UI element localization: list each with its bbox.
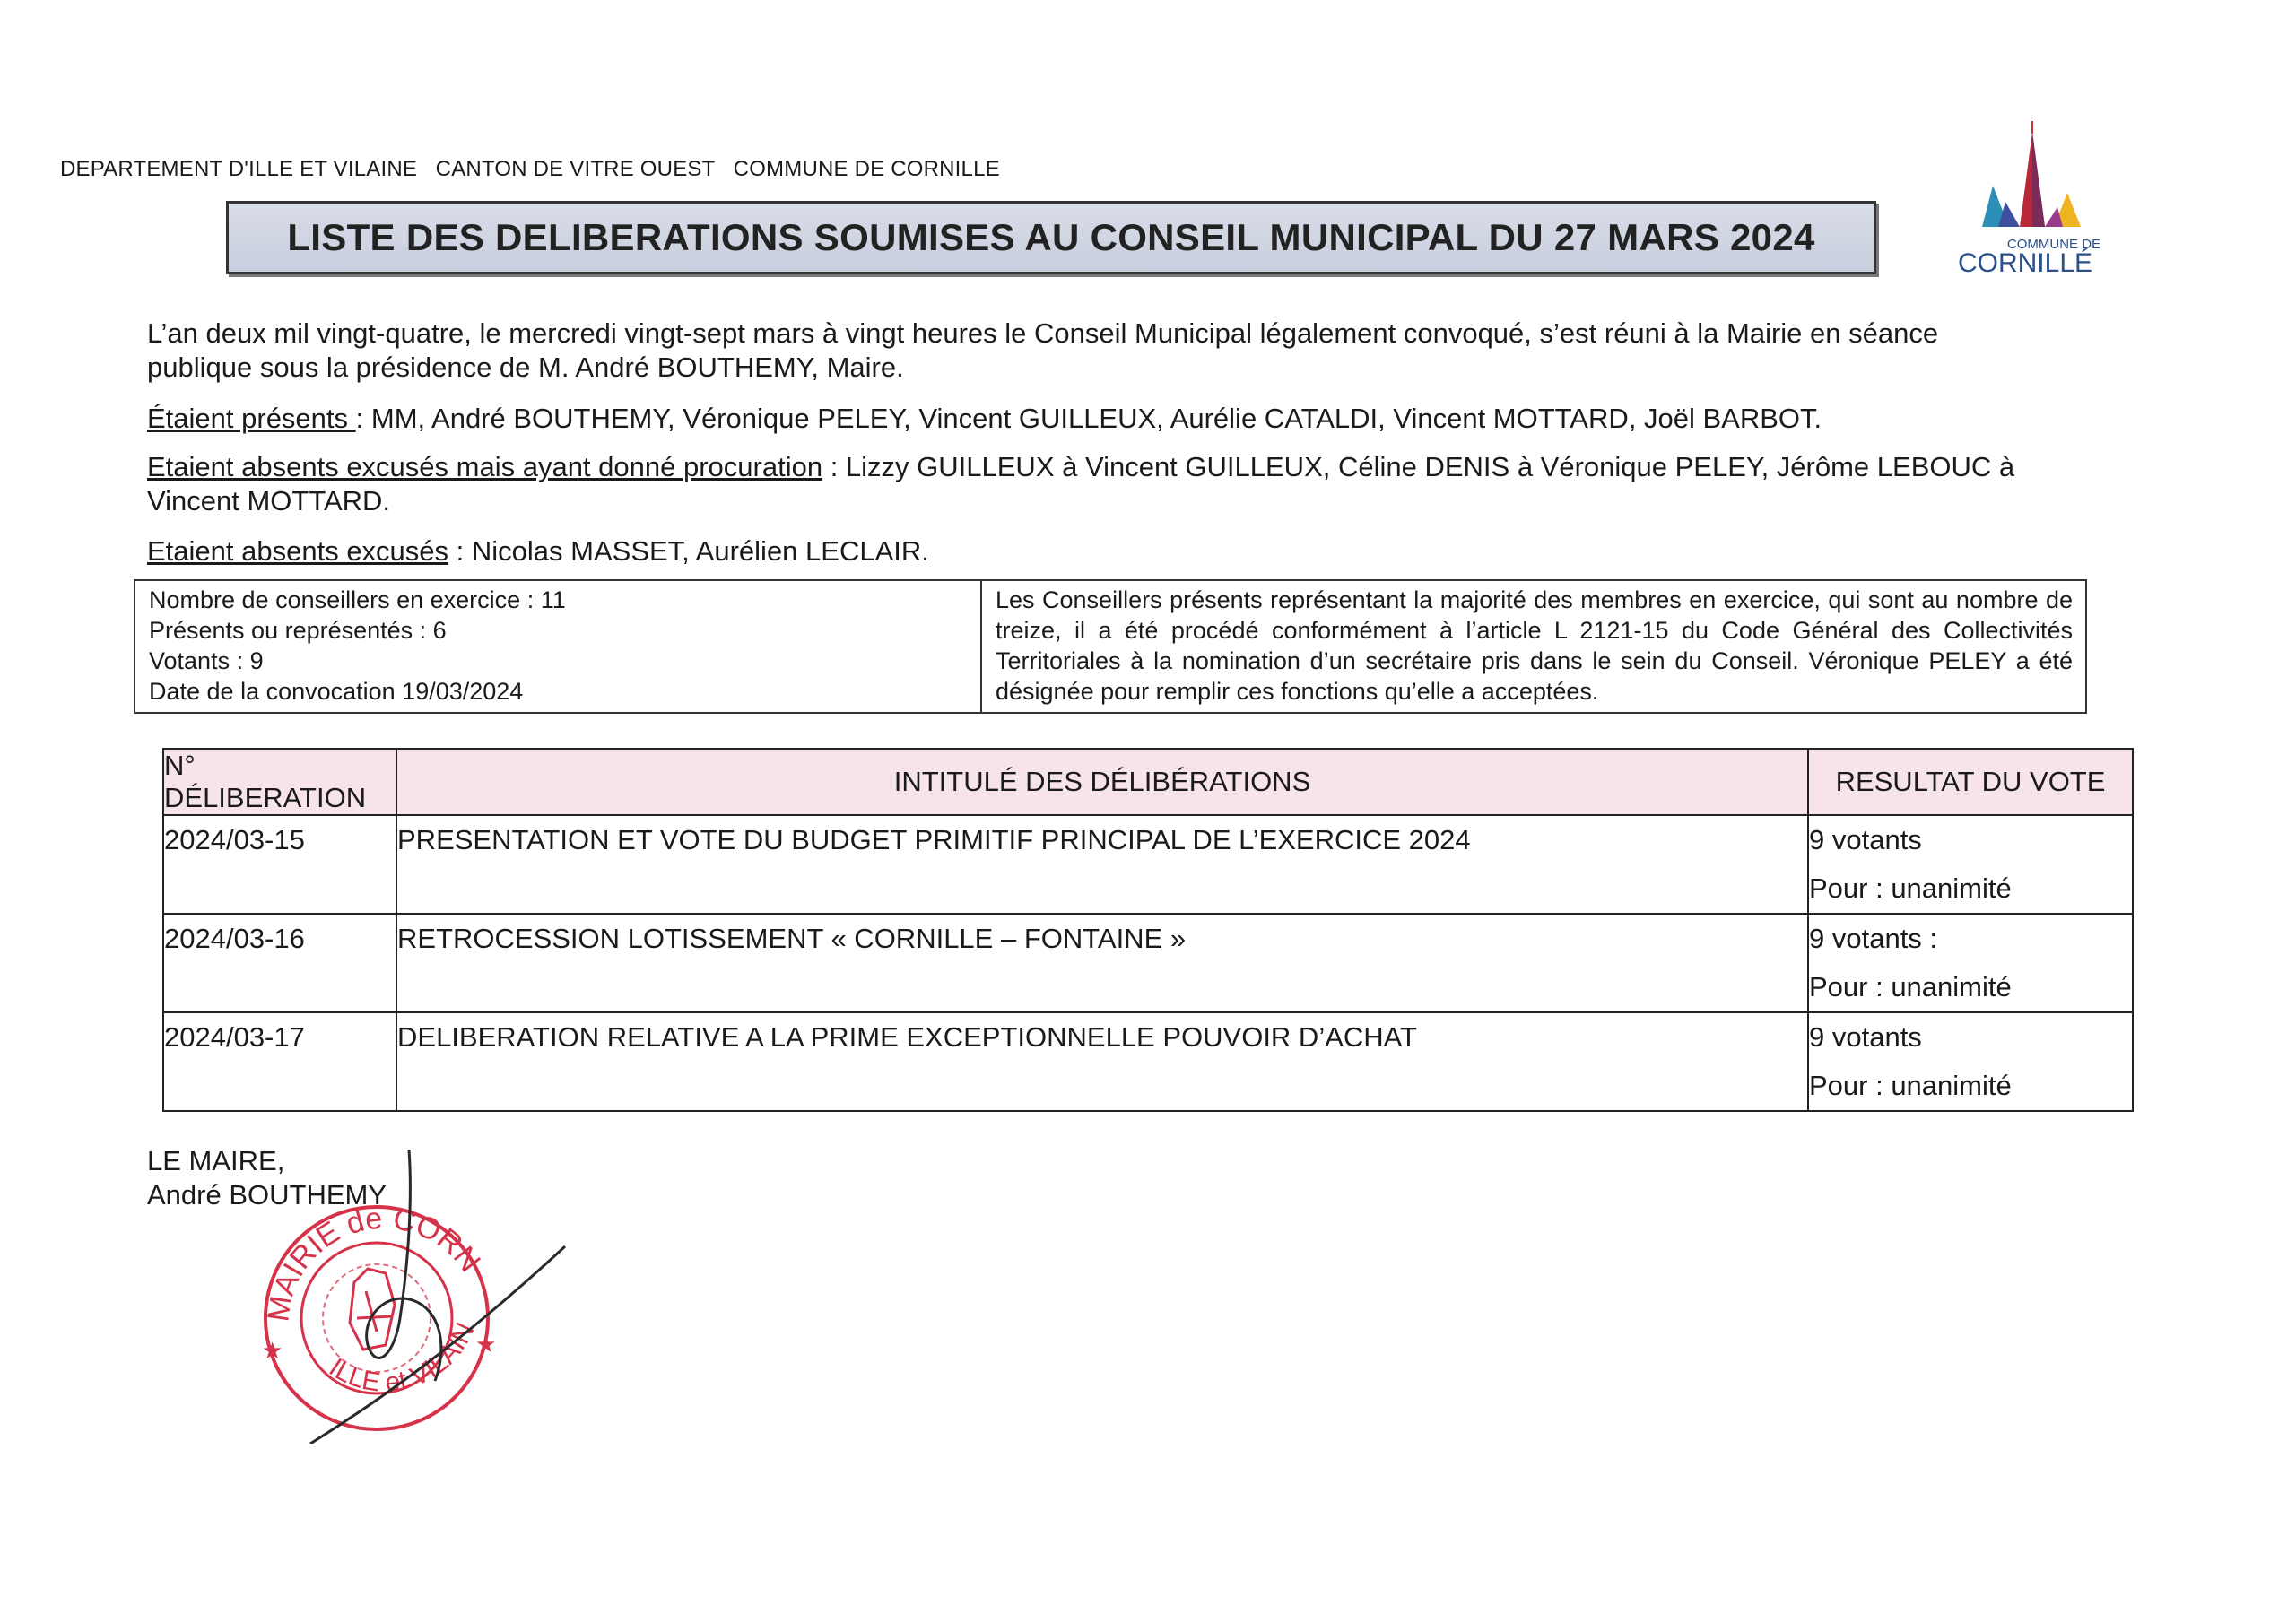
intro-paragraph: [147, 317, 2075, 385]
document-header: [60, 157, 1000, 182]
delib-title: PRESENTATION ET VOTE DU BUDGET PRIMITIF PRINCIPAL DE L’EXERCICE 2024: [397, 824, 1471, 855]
svg-text:★: ★: [262, 1337, 283, 1364]
stamp-top-text: MAIRIE de CORN: [261, 1201, 488, 1324]
delib-number: 2024/03-15: [164, 824, 305, 855]
absents-paragraph: [147, 534, 2075, 568]
stat-convocation: Date de la convocation 19/03/2024: [149, 678, 524, 705]
commune-logo: [1946, 121, 2108, 278]
stamp-bottom-text: ILLE et VILAIN: [323, 1318, 481, 1398]
delib-number: 2024/03-17: [164, 1021, 305, 1053]
absents-label: Etaient absents excusés: [147, 535, 449, 567]
procuration-text2: Vincent MOTTARD.: [147, 485, 391, 516]
presents-text: : MM, André BOUTHEMY, Véronique PELEY, Vincent GUILLEUX, Aurélie CATALDI, Vincent MOTTARD, Joël BARBOT.: [355, 403, 1822, 434]
document-title: LISTE DES DELIBERATIONS SOUMISES AU CONSEIL MUNICIPAL DU 27 MARS 2024: [287, 216, 1815, 258]
header-canton: CANTON DE VITRE OUEST: [435, 157, 716, 181]
procuration-paragraph: [147, 450, 2075, 518]
title-banner: [226, 201, 1876, 274]
vote-count: 9 votants: [1809, 824, 1922, 855]
procuration-label: Etaient absents excusés mais ayant donné procuration: [147, 451, 823, 482]
stat-conseillers: Nombre de conseillers en exercice : 11: [149, 586, 566, 613]
table-row: [163, 1012, 2133, 1111]
table-header-row: [163, 749, 2133, 815]
header-commune: COMMUNE DE CORNILLE: [733, 157, 1000, 181]
table-row: [163, 815, 2133, 914]
delib-number: 2024/03-16: [164, 923, 305, 954]
delib-title: RETROCESSION LOTISSEMENT « CORNILLE – FONTAINE »: [397, 923, 1187, 954]
presents-label: Étaient présents: [147, 403, 356, 434]
absents-text: : Nicolas MASSET, Aurélien LECLAIR.: [448, 535, 929, 567]
header-resultat: RESULTAT DU VOTE: [1808, 749, 2133, 815]
vote-count: 9 votants: [1809, 1021, 1922, 1053]
table-row: [163, 914, 2133, 1012]
header-num: N° DÉLIBERATION: [163, 749, 396, 815]
intro-line2: publique sous la présidence de M. André BOUTHEMY, Maire.: [147, 352, 904, 383]
header-departement: DEPARTEMENT D'ILLE ET VILAINE: [60, 157, 418, 181]
deliberations-table: [162, 748, 2134, 1112]
mairie-seal-icon: [242, 1148, 496, 1429]
vote-count: 9 votants :: [1809, 923, 1938, 954]
svg-text:★: ★: [475, 1331, 497, 1358]
intro-line1: L’an deux mil vingt-quatre, le mercredi vingt-sept mars à vingt heures le Conseil Municipal légalement convoqué, s’est réuni à la Mairie en séance: [147, 317, 1939, 349]
maire-name: André BOUTHEMY: [147, 1179, 387, 1211]
maire-role: LE MAIRE,: [147, 1145, 285, 1176]
vote-result: Pour : unanimité: [1809, 971, 2012, 1002]
official-stamp: [242, 1148, 583, 1444]
secretary-note: Les Conseillers présents représentant la majorité des membres en exercice, qui sont au nombre de treize, il a été procédé conformément à l’article L 2121-15 du Code Général des Collectivités Territoriales à la nomination d’un secrétaire pris dans le sein du Conseil. Véronique PELEY a été désignée pour remplir ces fonctions qu’elle a acceptées.: [996, 586, 2073, 705]
logo-line1: COMMUNE DE: [2006, 237, 2101, 252]
logo-line2: CORNILLÉ: [1957, 248, 2093, 278]
stat-votants: Votants : 9: [149, 647, 264, 674]
church-spire-icon: [1982, 121, 2081, 227]
stat-presents: Présents ou représentés : 6: [149, 617, 447, 644]
handwritten-signature-icon: [310, 1150, 565, 1444]
council-info-table: [134, 579, 2087, 714]
procuration-text1: : Lizzy GUILLEUX à Vincent GUILLEUX, Céline DENIS à Véronique PELEY, Jérôme LEBOUC à: [822, 451, 2015, 482]
council-stats: [135, 581, 982, 712]
delib-title: DELIBERATION RELATIVE A LA PRIME EXCEPTIONNELLE POUVOIR D’ACHAT: [397, 1021, 1417, 1053]
vote-result: Pour : unanimité: [1809, 872, 2012, 904]
header-intitule: INTITULÉ DES DÉLIBÉRATIONS: [396, 749, 1808, 815]
vote-result: Pour : unanimité: [1809, 1070, 2012, 1101]
presents-paragraph: [147, 402, 2075, 436]
